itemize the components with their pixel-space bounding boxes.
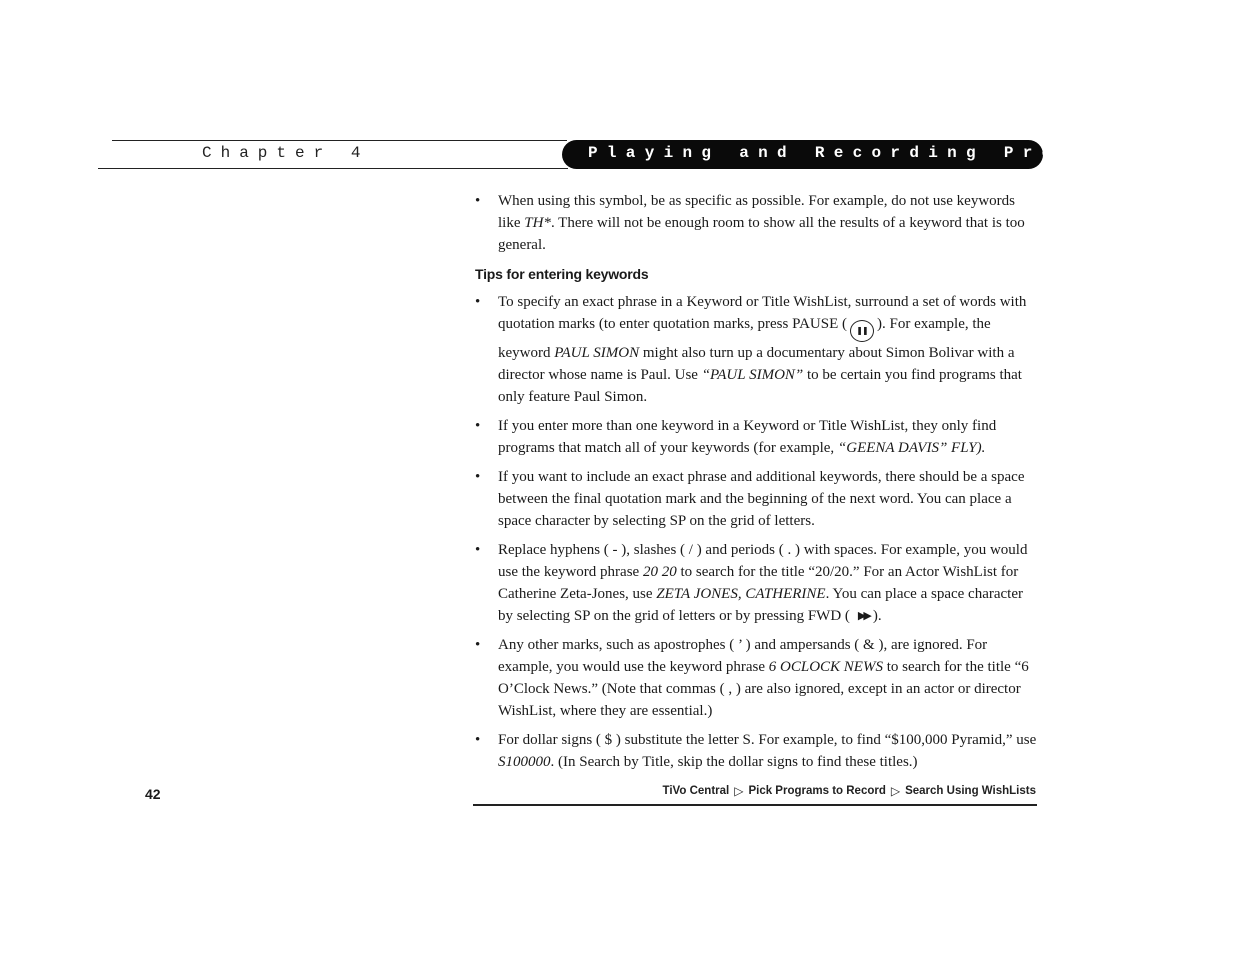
bullet-marker: • xyxy=(475,732,481,748)
keyword-example: 6 OCLOCK NEWS xyxy=(768,659,883,675)
tip-text xyxy=(498,634,1040,722)
tip-item xyxy=(475,729,1040,773)
keyword-example: S100000 xyxy=(498,754,551,770)
tip-text xyxy=(498,291,1040,408)
breadcrumb xyxy=(663,784,1036,798)
text-run: might also turn up a documentary about Simon Bolivar with a director whose name is Paul. Use xyxy=(498,345,1015,383)
text-run: Any other marks, such as apostrophes ( ’ ) and ampersands ( & ), are ignored. For example, you would use the keyword phrase xyxy=(498,637,988,675)
text-run: ). xyxy=(872,608,882,624)
header-rule-bottom xyxy=(98,168,568,169)
text-run: . There will not be enough room to show all the results of a keyword that is too general. xyxy=(498,215,1025,253)
tip-item xyxy=(475,539,1040,627)
bullet-marker: • xyxy=(475,469,481,485)
fast-forward-icon: ▶▶ xyxy=(857,609,869,622)
breadcrumb-item: Pick Programs to Record xyxy=(748,785,886,797)
tip-item xyxy=(475,415,1040,459)
chapter-title-banner xyxy=(562,140,1156,169)
chapter-title: Playing and Recording Programs xyxy=(588,144,1156,162)
page-number: 42 xyxy=(145,786,161,802)
page-content xyxy=(475,190,1040,780)
bullet-marker: • xyxy=(475,637,481,653)
tip-item xyxy=(475,466,1040,532)
bullet-marker: • xyxy=(475,542,481,558)
bullet-marker: • xyxy=(475,418,481,434)
keyword-example: 20 20 xyxy=(642,564,677,580)
text-run: to search for the title “6 O’Clock News.” (Note that commas ( , ) are also ignored, except in an actor or director WishList, where they are essential.) xyxy=(498,659,1029,719)
text-run: To specify an exact phrase in a Keyword or Title WishList, surround a set of words with quotation marks (to enter quotation marks, press PAUSE ( xyxy=(498,294,1027,332)
keyword-example: “PAUL SIMON” xyxy=(701,367,804,383)
tip-item xyxy=(475,634,1040,722)
text-run: to be certain you find programs that only feature Paul Simon. xyxy=(498,367,1022,405)
breadcrumb-item: Search Using WishLists xyxy=(905,785,1036,797)
text-run: . You can place a space character by selecting SP on the grid of letters or by pressing FWD ( xyxy=(498,586,1023,624)
keyword-example: “GEENA DAVIS” FLY). xyxy=(837,440,986,456)
text-run: ). For example, the keyword xyxy=(498,316,991,361)
breadcrumb-item: TiVo Central xyxy=(662,785,730,797)
tip-item xyxy=(475,291,1040,408)
text-run: . (In Search by Title, skip the dollar signs to find these titles.) xyxy=(550,754,918,770)
pause-icon: ❚❚ xyxy=(850,320,874,342)
keyword-example: ZETA JONES, CATHERINE xyxy=(656,586,826,602)
intro-bullet xyxy=(475,190,1040,256)
keyword-example: PAUL SIMON xyxy=(554,345,640,361)
text-run: If you enter more than one keyword in a Keyword or Title WishList, they only find programs that match all of your keywords (for example, xyxy=(498,418,997,456)
breadcrumb-arrow-icon: ▷ xyxy=(734,784,744,798)
text-run: to search for the title “20/20.” For an Actor WishList for Catherine Zeta-Jones, use xyxy=(498,564,1019,602)
text-run: For dollar signs ( $ ) substitute the letter S. For example, to find “$100,000 Pyramid,” use xyxy=(498,732,1037,748)
chapter-label: Chapter 4 xyxy=(202,144,370,162)
tip-text xyxy=(498,415,1040,459)
text-run: When using this symbol, be as specific as possible. For example, do not use keywords like xyxy=(498,193,1016,231)
breadcrumb-arrow-icon: ▷ xyxy=(890,784,901,798)
text-run: If you want to include an exact phrase and additional keywords, there should be a space between the final quotation mark and the beginning of the next word. You can place a space character by selecting SP on the grid of letters. xyxy=(498,469,1025,529)
text-run: Replace hyphens ( - ), slashes ( / ) and periods ( . ) with spaces. For example, you would use the keyword phrase xyxy=(498,542,1028,580)
tip-text xyxy=(498,729,1040,773)
footer-rule xyxy=(473,804,1037,806)
header-rule-top xyxy=(112,140,567,141)
section-subheading: Tips for entering keywords xyxy=(475,266,649,282)
bullet-text xyxy=(498,190,1040,256)
tip-text xyxy=(498,539,1040,627)
bullet-marker: • xyxy=(475,294,481,310)
bullet-marker: • xyxy=(475,193,481,209)
tips-list xyxy=(475,291,1040,773)
keyword-example: TH* xyxy=(524,215,551,231)
tip-text xyxy=(498,466,1040,532)
